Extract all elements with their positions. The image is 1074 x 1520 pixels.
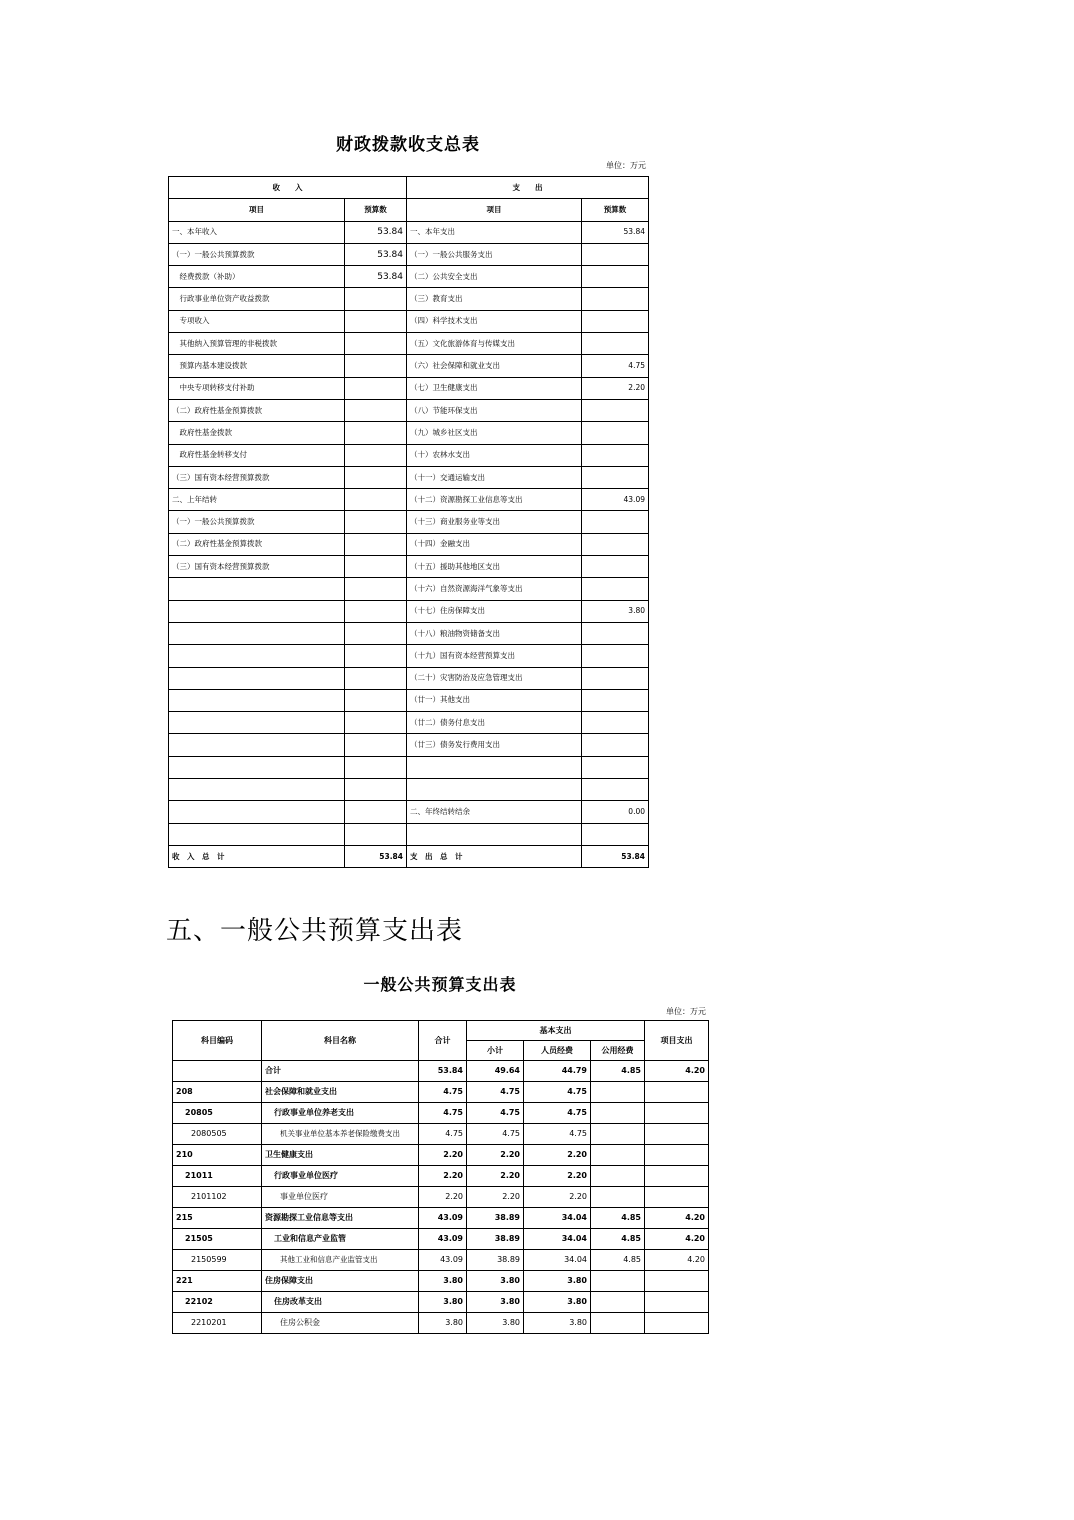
income-item: （一）一般公共预算拨款 [169, 243, 345, 265]
table-row [173, 1292, 709, 1313]
expense-item: （二）公共安全支出 [407, 266, 582, 288]
expense-value [582, 399, 649, 421]
col-budget-expense: 预算数 [582, 199, 649, 221]
subtotal-value: 3.80 [467, 1313, 524, 1334]
project-value: 4.20 [645, 1061, 709, 1082]
table-row [169, 221, 649, 243]
table-row [169, 779, 649, 801]
income-value [345, 622, 407, 644]
total-row [169, 845, 649, 867]
subject-code: 221 [173, 1271, 262, 1292]
expense-item: （廿三）债务发行费用支出 [407, 734, 582, 756]
public-value [591, 1292, 645, 1313]
table-row [173, 1145, 709, 1166]
project-value [645, 1271, 709, 1292]
expense-item: （一）一般公共服务支出 [407, 243, 582, 265]
table-row [169, 444, 649, 466]
project-value [645, 1082, 709, 1103]
table-row [169, 288, 649, 310]
project-value [645, 1103, 709, 1124]
expense-item: （七）卫生健康支出 [407, 377, 582, 399]
subtotal-value: 3.80 [467, 1292, 524, 1313]
income-item: （二）政府性基金预算拨款 [169, 533, 345, 555]
public-value: 4.85 [591, 1250, 645, 1271]
income-item: （二）政府性基金预算拨款 [169, 399, 345, 421]
public-value: 4.85 [591, 1208, 645, 1229]
expense-item: （十二）资源勘探工业信息等支出 [407, 489, 582, 511]
table-row [169, 622, 649, 644]
personnel-value: 2.20 [524, 1166, 591, 1187]
project-value: 4.20 [645, 1208, 709, 1229]
expense-item: （六）社会保障和就业支出 [407, 355, 582, 377]
total-value: 43.09 [419, 1208, 467, 1229]
subtotal-value: 38.89 [467, 1229, 524, 1250]
public-value: 4.85 [591, 1061, 645, 1082]
expense-value: 2.20 [582, 377, 649, 399]
total-income-label: 收 入 总 计 [169, 845, 345, 867]
income-item [169, 622, 345, 644]
income-item: 政府性基金拨款 [169, 422, 345, 444]
income-item: （一）一般公共预算拨款 [169, 511, 345, 533]
total-value: 53.84 [419, 1061, 467, 1082]
total-value: 2.20 [419, 1187, 467, 1208]
subtotal-value: 49.64 [467, 1061, 524, 1082]
subject-code: 2101102 [173, 1187, 262, 1208]
income-value: 53.84 [345, 243, 407, 265]
income-value [345, 578, 407, 600]
table-row [169, 422, 649, 444]
income-value [345, 600, 407, 622]
expense-item [407, 823, 582, 845]
income-value [345, 377, 407, 399]
subject-name: 住房保障支出 [262, 1271, 419, 1292]
table-row [173, 1229, 709, 1250]
table1-column-header [169, 199, 649, 221]
total-expense-label: 支 出 总 计 [407, 845, 582, 867]
expense-item: （二十）灾害防治及应急管理支出 [407, 667, 582, 689]
income-item [169, 756, 345, 778]
expense-value [582, 266, 649, 288]
table-row [169, 266, 649, 288]
total-value: 3.80 [419, 1271, 467, 1292]
subject-name: 卫生健康支出 [262, 1145, 419, 1166]
table2-header-row1 [173, 1021, 709, 1041]
income-value [345, 801, 407, 823]
income-item [169, 801, 345, 823]
income-value [345, 288, 407, 310]
public-value [591, 1313, 645, 1334]
table-row [169, 667, 649, 689]
subtotal-value: 2.20 [467, 1166, 524, 1187]
income-value [345, 667, 407, 689]
expense-value: 0.00 [582, 801, 649, 823]
income-item: （三）国有资本经营预算拨款 [169, 466, 345, 488]
expense-value [582, 823, 649, 845]
income-value: 53.84 [345, 221, 407, 243]
expense-item [407, 756, 582, 778]
income-item [169, 600, 345, 622]
expense-value [582, 756, 649, 778]
expense-value [582, 288, 649, 310]
expense-item: （九）城乡社区支出 [407, 422, 582, 444]
public-value [591, 1271, 645, 1292]
col-item-income: 项目 [169, 199, 345, 221]
table-row [169, 689, 649, 711]
expense-value: 53.84 [582, 221, 649, 243]
col-code: 科目编码 [173, 1021, 262, 1061]
expense-item: （廿一）其他支出 [407, 689, 582, 711]
income-item: 二、上年结转 [169, 489, 345, 511]
income-item [169, 823, 345, 845]
expense-item: （十三）商业服务业等支出 [407, 511, 582, 533]
table-row [169, 333, 649, 355]
expense-item: 二、年终结转结余 [407, 801, 582, 823]
table-row [173, 1313, 709, 1334]
expense-header: 支 出 [407, 177, 649, 199]
public-value [591, 1082, 645, 1103]
income-value [345, 712, 407, 734]
expense-item: （十九）国有资本经营预算支出 [407, 645, 582, 667]
col-personnel: 人员经费 [524, 1041, 591, 1061]
table-row [169, 489, 649, 511]
table2-unit: 单位：万元 [666, 1007, 706, 1016]
total-value: 43.09 [419, 1229, 467, 1250]
table-row [169, 756, 649, 778]
col-subtotal: 小计 [467, 1041, 524, 1061]
project-value [645, 1313, 709, 1334]
project-value [645, 1187, 709, 1208]
subject-code: 2080505 [173, 1124, 262, 1145]
table-row [169, 243, 649, 265]
table-row [169, 399, 649, 421]
income-value [345, 823, 407, 845]
income-item [169, 734, 345, 756]
income-value [345, 355, 407, 377]
table-row [169, 645, 649, 667]
public-value [591, 1145, 645, 1166]
subject-code: 2150599 [173, 1250, 262, 1271]
expense-value [582, 444, 649, 466]
subject-name: 住房公积金 [262, 1313, 419, 1334]
subject-code [173, 1061, 262, 1082]
subtotal-value: 38.89 [467, 1250, 524, 1271]
expense-item: （四）科学技术支出 [407, 310, 582, 332]
expense-value [582, 422, 649, 444]
personnel-value: 3.80 [524, 1313, 591, 1334]
subject-code: 215 [173, 1208, 262, 1229]
table-row [169, 801, 649, 823]
total-value: 4.75 [419, 1124, 467, 1145]
expense-value [582, 511, 649, 533]
fiscal-summary-table [168, 176, 649, 868]
col-name: 科目名称 [262, 1021, 419, 1061]
total-value: 2.20 [419, 1166, 467, 1187]
income-value [345, 779, 407, 801]
total-value: 43.09 [419, 1250, 467, 1271]
income-item [169, 689, 345, 711]
subject-name: 工业和信息产业监管 [262, 1229, 419, 1250]
expense-value [582, 310, 649, 332]
personnel-value: 3.80 [524, 1271, 591, 1292]
table-row [173, 1061, 709, 1082]
expense-value: 4.75 [582, 355, 649, 377]
table-row [169, 556, 649, 578]
total-income-value: 53.84 [345, 845, 407, 867]
table-row [169, 823, 649, 845]
table-row [173, 1271, 709, 1292]
income-value [345, 756, 407, 778]
project-value [645, 1166, 709, 1187]
table-row [169, 533, 649, 555]
expense-value [582, 622, 649, 644]
income-value [345, 444, 407, 466]
subject-name: 行政事业单位医疗 [262, 1166, 419, 1187]
table-row [169, 712, 649, 734]
col-total: 合计 [419, 1021, 467, 1061]
income-item [169, 645, 345, 667]
subject-name: 社会保障和就业支出 [262, 1082, 419, 1103]
expense-item: 一、本年支出 [407, 221, 582, 243]
income-value [345, 333, 407, 355]
personnel-value: 4.75 [524, 1124, 591, 1145]
general-budget-expense-table [172, 1020, 709, 1334]
income-value [345, 689, 407, 711]
public-value: 4.85 [591, 1229, 645, 1250]
subject-code: 208 [173, 1082, 262, 1103]
table-row [169, 734, 649, 756]
subtotal-value: 4.75 [467, 1082, 524, 1103]
subject-code: 210 [173, 1145, 262, 1166]
income-value [345, 556, 407, 578]
table-row [173, 1166, 709, 1187]
income-value [345, 422, 407, 444]
income-value [345, 310, 407, 332]
expense-value [582, 734, 649, 756]
public-value [591, 1166, 645, 1187]
total-value: 3.80 [419, 1313, 467, 1334]
expense-item: （十）农林水支出 [407, 444, 582, 466]
income-value [345, 533, 407, 555]
income-item [169, 578, 345, 600]
expense-value [582, 466, 649, 488]
table-row [169, 310, 649, 332]
public-value [591, 1187, 645, 1208]
expense-value: 43.09 [582, 489, 649, 511]
income-item [169, 779, 345, 801]
project-value [645, 1292, 709, 1313]
subtotal-value: 4.75 [467, 1124, 524, 1145]
income-item: 经费拨款（补助） [169, 266, 345, 288]
income-item [169, 712, 345, 734]
subject-name: 行政事业单位养老支出 [262, 1103, 419, 1124]
col-project: 项目支出 [645, 1021, 709, 1061]
subject-code: 2210201 [173, 1313, 262, 1334]
subtotal-value: 2.20 [467, 1145, 524, 1166]
subject-name: 机关事业单位基本养老保险缴费支出 [262, 1124, 419, 1145]
expense-value [582, 533, 649, 555]
table-row [169, 578, 649, 600]
personnel-value: 44.79 [524, 1061, 591, 1082]
personnel-value: 34.04 [524, 1208, 591, 1229]
expense-item: （十一）交通运输支出 [407, 466, 582, 488]
table2-title: 一般公共预算支出表 [363, 975, 517, 994]
income-item: 预算内基本建设拨款 [169, 355, 345, 377]
table1-unit: 单位：万元 [606, 161, 646, 170]
personnel-value: 2.20 [524, 1145, 591, 1166]
expense-item: （五）文化旅游体育与传媒支出 [407, 333, 582, 355]
project-value [645, 1124, 709, 1145]
expense-item: （廿二）债务付息支出 [407, 712, 582, 734]
income-value [345, 734, 407, 756]
project-value [645, 1145, 709, 1166]
total-expense-value: 53.84 [582, 845, 649, 867]
public-value [591, 1103, 645, 1124]
subtotal-value: 2.20 [467, 1187, 524, 1208]
subject-name: 事业单位医疗 [262, 1187, 419, 1208]
total-value: 2.20 [419, 1145, 467, 1166]
personnel-value: 3.80 [524, 1292, 591, 1313]
income-item: （三）国有资本经营预算拨款 [169, 556, 345, 578]
expense-value: 3.80 [582, 600, 649, 622]
expense-value [582, 243, 649, 265]
expense-value [582, 645, 649, 667]
expense-item: （八）节能环保支出 [407, 399, 582, 421]
subject-name: 资源勘探工业信息等支出 [262, 1208, 419, 1229]
expense-value [582, 333, 649, 355]
project-value: 4.20 [645, 1250, 709, 1271]
table-row [173, 1103, 709, 1124]
income-item: 专项收入 [169, 310, 345, 332]
subtotal-value: 3.80 [467, 1271, 524, 1292]
income-value [345, 489, 407, 511]
col-budget-income: 预算数 [345, 199, 407, 221]
table1-group-header [169, 177, 649, 199]
expense-item: （十四）金融支出 [407, 533, 582, 555]
table-row [173, 1082, 709, 1103]
col-public: 公用经费 [591, 1041, 645, 1061]
subject-code: 20805 [173, 1103, 262, 1124]
expense-item: （三）教育支出 [407, 288, 582, 310]
table-row [169, 466, 649, 488]
income-value [345, 645, 407, 667]
expense-item: （十五）援助其他地区支出 [407, 556, 582, 578]
subject-name: 住房改革支出 [262, 1292, 419, 1313]
section-heading: 五、一般公共预算支出表 [166, 916, 464, 946]
project-value: 4.20 [645, 1229, 709, 1250]
income-value: 53.84 [345, 266, 407, 288]
col-item-expense: 项目 [407, 199, 582, 221]
subtotal-value: 4.75 [467, 1103, 524, 1124]
expense-item [407, 779, 582, 801]
personnel-value: 2.20 [524, 1187, 591, 1208]
subject-name: 其他工业和信息产业监管支出 [262, 1250, 419, 1271]
table1-title: 财政拨款收支总表 [336, 135, 480, 155]
personnel-value: 34.04 [524, 1229, 591, 1250]
table-row [173, 1208, 709, 1229]
expense-item: （十八）粮油物资储备支出 [407, 622, 582, 644]
subject-code: 21505 [173, 1229, 262, 1250]
table-row [169, 377, 649, 399]
total-value: 4.75 [419, 1082, 467, 1103]
table-row [173, 1250, 709, 1271]
expense-value [582, 556, 649, 578]
income-item: 行政事业单位资产收益拨款 [169, 288, 345, 310]
col-basic: 基本支出 [467, 1021, 645, 1041]
income-item: 中央专项转移支付补助 [169, 377, 345, 399]
table-row [169, 600, 649, 622]
table-row [169, 511, 649, 533]
expense-value [582, 779, 649, 801]
expense-value [582, 578, 649, 600]
personnel-value: 4.75 [524, 1082, 591, 1103]
personnel-value: 34.04 [524, 1250, 591, 1271]
expense-item: （十七）住房保障支出 [407, 600, 582, 622]
subject-name: 合计 [262, 1061, 419, 1082]
table-row [169, 355, 649, 377]
income-value [345, 466, 407, 488]
income-item: 政府性基金转移支付 [169, 444, 345, 466]
personnel-value: 4.75 [524, 1103, 591, 1124]
income-value [345, 511, 407, 533]
expense-item: （十六）自然资源海洋气象等支出 [407, 578, 582, 600]
income-value [345, 399, 407, 421]
total-value: 3.80 [419, 1292, 467, 1313]
table-row [173, 1187, 709, 1208]
expense-value [582, 667, 649, 689]
table-row [173, 1124, 709, 1145]
expense-value [582, 689, 649, 711]
income-header: 收 入 [169, 177, 407, 199]
income-item: 其他纳入预算管理的非税拨款 [169, 333, 345, 355]
subtotal-value: 38.89 [467, 1208, 524, 1229]
income-item: 一、本年收入 [169, 221, 345, 243]
subject-code: 21011 [173, 1166, 262, 1187]
expense-value [582, 712, 649, 734]
public-value [591, 1124, 645, 1145]
subject-code: 22102 [173, 1292, 262, 1313]
total-value: 4.75 [419, 1103, 467, 1124]
income-item [169, 667, 345, 689]
